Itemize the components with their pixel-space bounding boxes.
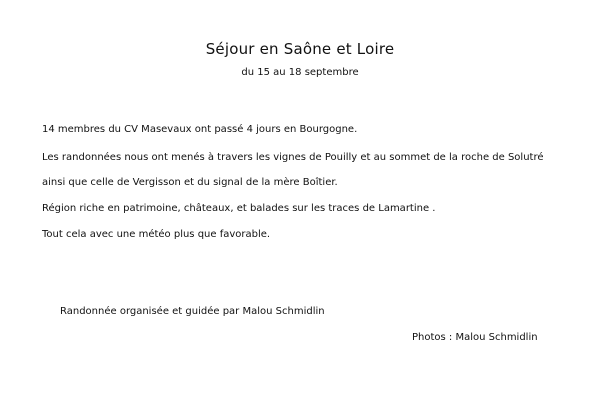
organizer-credit: Randonnée organisée et guidée par Malou Schmidlin — [60, 306, 325, 317]
body-line-4: Région riche en patrimoine, châteaux, et balades sur les traces de Lamartine . — [42, 203, 436, 214]
photo-credit: Photos : Malou Schmidlin — [412, 332, 538, 343]
body-line-2: Les randonnées nous ont menés à travers les vignes de Pouilly et au sommet de la roche de Solutré — [42, 152, 544, 163]
body-line-5: Tout cela avec une météo plus que favorable. — [42, 229, 271, 240]
document-title: Séjour en Saône et Loire — [205, 40, 395, 58]
document-subtitle: du 15 au 18 septembre — [241, 67, 359, 78]
body-line-1: 14 membres du CV Masevaux ont passé 4 jours en Bourgogne. — [42, 124, 358, 135]
body-line-3: ainsi que celle de Vergisson et du signal de la mère Boîtier. — [42, 177, 338, 188]
